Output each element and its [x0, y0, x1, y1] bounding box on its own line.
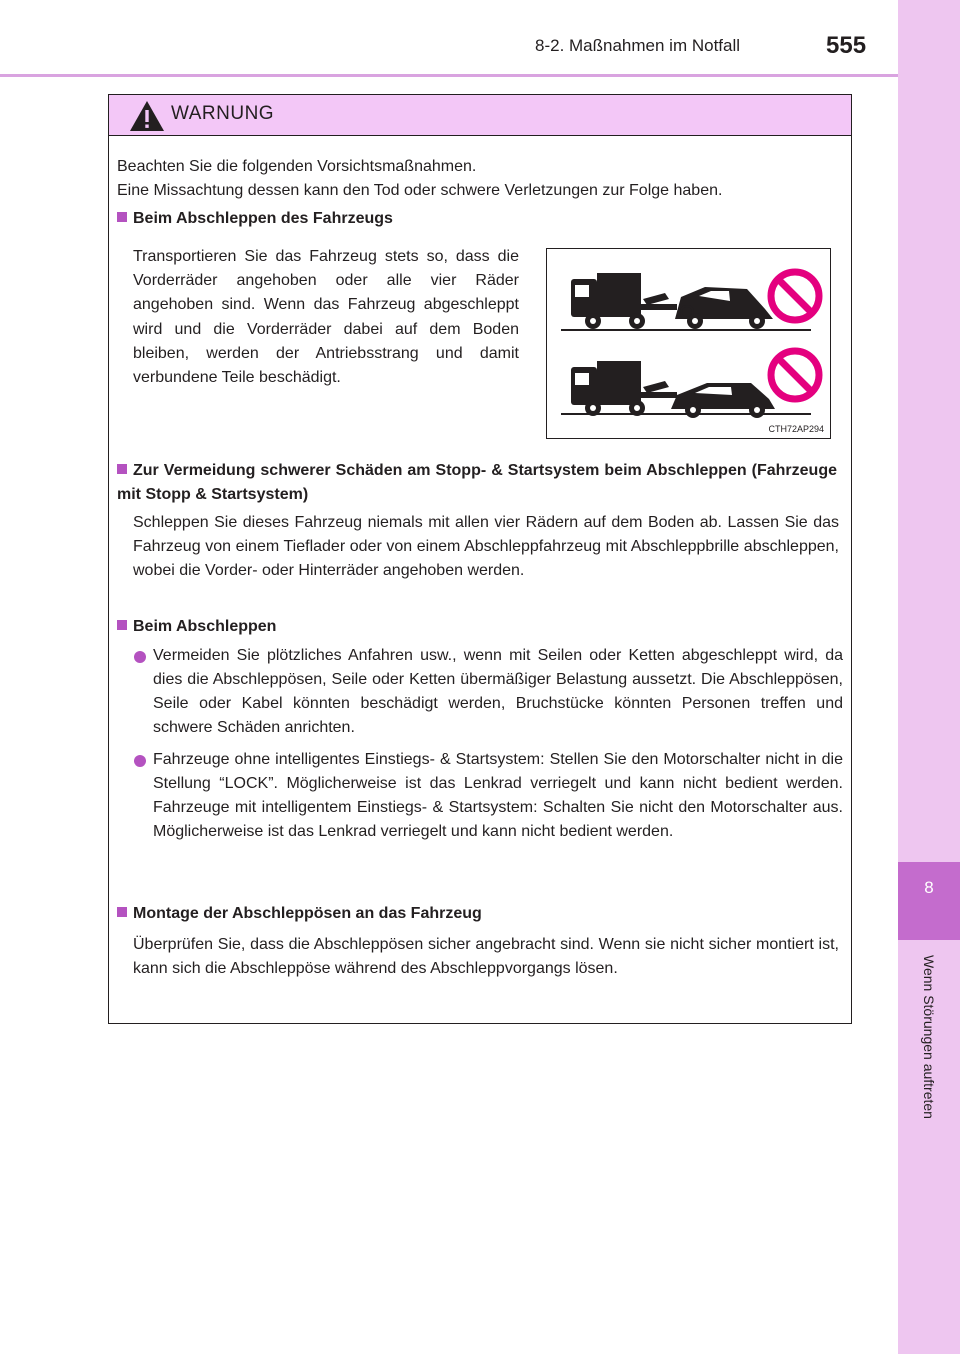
round-bullet-icon: [134, 651, 146, 663]
bullet-text: Fahrzeuge ohne intelligentes Einstiegs- & Startsystem: Stellen Sie den Motorschalter nicht in die Stellung “LOCK”. Möglicherweise ist das Lenkrad verriegelt und kann nicht bedient werden. Fahrzeuge mit intelligentem Einstiegs- & Startsystem: Schalten Sie nicht den Motorschalter aus. Möglicherweise ist das Lenkrad verriegelt und kann nicht bedient werden.: [153, 751, 843, 840]
warning-header: [109, 95, 851, 136]
warning-title: WARNUNG: [171, 103, 275, 124]
section-heading: Beim Abschleppen: [117, 615, 276, 639]
intro-line: Beachten Sie die folgenden Vorsichtsmaßnahmen.: [117, 158, 477, 175]
page-number: 555: [826, 32, 867, 59]
section-heading: Zur Vermeidung schwerer Schäden am Stopp- & Startsystem beim Abschleppen (Fahrzeuge mit Stopp & Startsystem): [117, 462, 837, 503]
header-divider: [0, 74, 898, 77]
section-text: Transportieren Sie das Fahrzeug stets so, dass die Vorderräder angehoben oder alle vier Räder angehoben sind. Wenn das Fahrzeug abgeschleppt wird und die Vorderräder dabei auf dem Boden bleiben, werden der Antriebsstrang und damit verbundene Teile beschädigt.: [133, 248, 519, 387]
tow-truck-diagram: [547, 249, 830, 438]
chapter-title: Wenn Störungen auftreten: [921, 955, 937, 1119]
chapter-number: 8: [924, 878, 934, 897]
warning-triangle-icon: [129, 100, 165, 132]
section-heading: Montage der Abschleppösen an das Fahrzeug: [117, 902, 482, 926]
section-title: 8-2. Maßnahmen im Notfall: [535, 36, 741, 55]
image-code: CTH72AP294: [768, 424, 824, 434]
prohibited-icon: [771, 272, 819, 320]
warning-box: [108, 94, 852, 1024]
warning-intro: [117, 155, 722, 203]
section-heading: Beim Abschleppen des Fahrzeugs: [117, 207, 393, 231]
section-text: Schleppen Sie dieses Fahrzeug niemals mit allen vier Rädern auf dem Boden ab. Lassen Sie das Fahrzeug von einem Tieflader oder von einem Abschleppfahrzeug mit Abschleppbrille abschleppen, wobei die Vorder- oder Hinterräder angehoben werden.: [133, 514, 839, 580]
chapter-tab[interactable]: [898, 862, 960, 940]
intro-line: Eine Missachtung dessen kann den Tod oder schwere Verletzungen zur Folge haben.: [117, 182, 723, 199]
square-bullet-icon: [117, 212, 127, 222]
square-bullet-icon: [117, 464, 127, 474]
square-bullet-icon: [117, 907, 127, 917]
bullet-text: Vermeiden Sie plötzliches Anfahren usw., wenn mit Seilen oder Ketten abgeschleppt wird, da dies die Abschleppösen, Seile oder Ketten übermäßiger Belastung aussetzt. Die Abschleppösen, Seile oder Kabel könnten beschädigt werden, Bruchstücke könnten Personen treffen und schwere Schäden anrichten.: [153, 647, 843, 736]
towing-illustration: [546, 248, 831, 439]
square-bullet-icon: [117, 620, 127, 630]
section-text: Überprüfen Sie, dass die Abschleppösen sicher angebracht sind. Wenn sie nicht sicher montiert ist, kann sich die Abschleppöse während des Abschleppvorgangs lösen.: [133, 936, 839, 978]
chapter-sidebar: [898, 0, 960, 1354]
round-bullet-icon: [134, 755, 146, 767]
prohibited-icon: [771, 351, 819, 399]
